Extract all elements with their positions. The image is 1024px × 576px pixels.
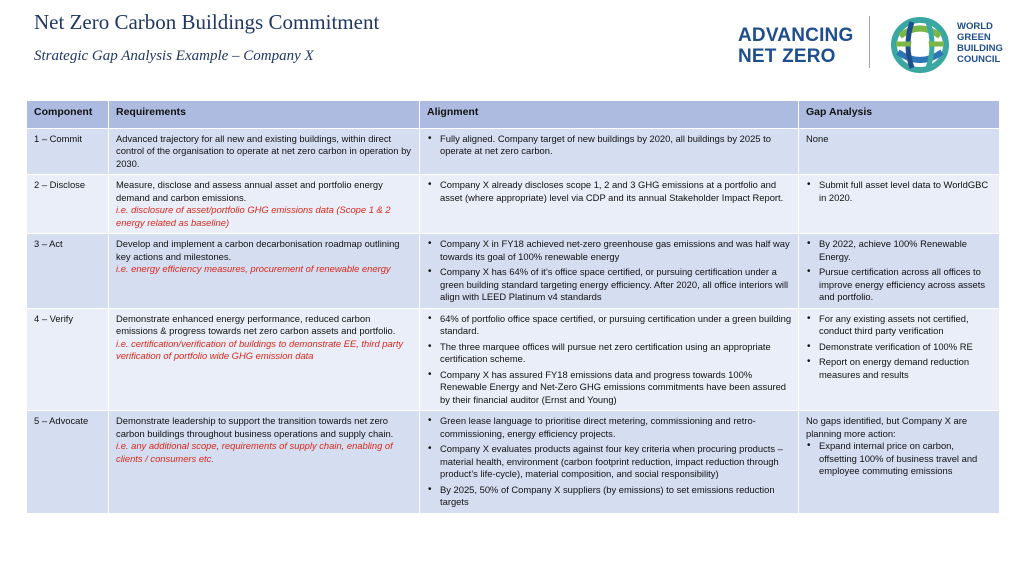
- logo-divider: [869, 16, 870, 68]
- gap-item: • By 2022, achieve 100% Renewable Energy.: [806, 238, 993, 263]
- requirement-text: Demonstrate enhanced energy performance, reduced carbon emissions & progress towards net zero carbon assets and portfolio.: [116, 312, 396, 336]
- gap-cell: [799, 308, 1000, 411]
- alignment-list: [427, 238, 792, 304]
- alignment-item: • Company X evaluates products against four key criteria when procuring products – material health, environment (carbon footprint reduction, impact reduction through product’s life-cycle), material composition, and social responsibility): [427, 443, 792, 481]
- brand-line-1: ADVANCING: [738, 25, 854, 46]
- advancing-net-zero-logo: [738, 25, 853, 67]
- requirement-text: Advanced trajectory for all new and existing buildings, within direct control of the organisation to operate at net zero carbon in operation by 2030.: [116, 132, 411, 169]
- component-cell: 4 – Verify: [27, 308, 109, 411]
- requirement-text: Demonstrate leadership to support the transition towards net zero carbon buildings throughout business operations and supply chain.: [116, 415, 394, 439]
- gap-item: • Expand internal price on carbon, offsetting 100% of business travel and employee commuting emissions: [806, 440, 993, 478]
- gap-item: • Submit full asset level data to WorldGBC in 2020.: [806, 179, 993, 204]
- requirement-cell: [109, 175, 420, 234]
- gap-list: [806, 238, 993, 304]
- table-row: [27, 128, 1000, 175]
- component-cell: 5 – Advocate: [27, 411, 109, 514]
- alignment-item: • Company X already discloses scope 1, 2 and 3 GHG emissions at a portfolio and asset (where appropriate) level via CDP and its annual Stakeholder Impact Report.: [427, 179, 792, 204]
- alignment-cell: [420, 128, 799, 175]
- alignment-cell: [420, 411, 799, 514]
- alignment-item: • Company X in FY18 achieved net-zero greenhouse gas emissions and was half way towards its goal of 100% renewable energy: [427, 238, 792, 263]
- gap-list: [806, 313, 993, 382]
- org-line-3: BUILDING: [957, 43, 1003, 54]
- gap-list: [806, 179, 993, 204]
- gap-item: • For any existing assets not certified, conduct third party verification: [806, 313, 993, 338]
- alignment-list: [427, 133, 792, 158]
- table-row: [27, 411, 1000, 514]
- alignment-item: • Green lease language to prioritise direct metering, commissioning and retro-commissioning, energy efficiency projects.: [427, 415, 792, 440]
- brand-line-2: NET ZERO: [738, 46, 836, 67]
- requirement-cell: [109, 234, 420, 309]
- page-subtitle: Strategic Gap Analysis Example – Company X: [34, 48, 314, 64]
- gap-intro: No gaps identified, but Company X are planning more action:: [806, 415, 968, 439]
- table-header-row: [27, 101, 1000, 129]
- header-gap-analysis: Gap Analysis: [799, 101, 1000, 129]
- gap-item: • Pursue certification across all offices to improve energy efficiency across assets and portfolio.: [806, 266, 993, 304]
- org-line-4: COUNCIL: [957, 54, 1001, 65]
- component-cell: 2 – Disclose: [27, 175, 109, 234]
- gap-cell: [799, 128, 1000, 175]
- alignment-list: [427, 313, 792, 407]
- globe-icon: [890, 16, 950, 74]
- alignment-item: • 64% of portfolio office space certified, or pursuing certification under a green building standard.: [427, 313, 792, 338]
- requirement-cell: [109, 308, 420, 411]
- gap-list: [806, 440, 993, 478]
- alignment-item: • Company X has assured FY18 emissions data and progress towards 100% Renewable Energy and Net-Zero GHG emissions commitments have been assured by their financial auditor (Ernst and Young): [427, 369, 792, 407]
- header-alignment: Alignment: [420, 101, 799, 129]
- gap-analysis-table: [26, 100, 1000, 514]
- header-component: Component: [27, 101, 109, 129]
- table-row: [27, 234, 1000, 309]
- requirement-example: i.e. any additional scope, requirements of supply chain, enabling of clients / consumers etc.: [116, 440, 393, 464]
- alignment-item: • Fully aligned. Company target of new buildings by 2020, all buildings by 2025 to operate at net zero carbon.: [427, 133, 792, 158]
- table-row: [27, 175, 1000, 234]
- alignment-cell: [420, 175, 799, 234]
- gap-item: • Demonstrate verification of 100% RE: [806, 341, 993, 354]
- component-cell: 1 – Commit: [27, 128, 109, 175]
- requirement-example: i.e. certification/verification of buildings to demonstrate EE, third party verification of portfolio wide GHG emission data: [116, 337, 404, 361]
- header-requirements: Requirements: [109, 101, 420, 129]
- requirement-example: i.e. energy efficiency measures, procurement of renewable energy: [116, 263, 391, 274]
- requirement-example: i.e. disclosure of asset/portfolio GHG emissions data (Scope 1 & 2 energy related as baseline): [116, 204, 391, 228]
- alignment-item: • By 2025, 50% of Company X suppliers (by emissions) to set emissions reduction targets: [427, 484, 792, 509]
- alignment-cell: [420, 234, 799, 309]
- alignment-list: [427, 415, 792, 509]
- page-title: Net Zero Carbon Buildings Commitment: [34, 10, 380, 34]
- alignment-item: • The three marquee offices will pursue net zero certification using an appropriate certification scheme.: [427, 341, 792, 366]
- alignment-cell: [420, 308, 799, 411]
- requirement-text: Measure, disclose and assess annual asset and portfolio energy demand and carbon emissions.: [116, 179, 383, 203]
- alignment-item: • Company X has 64% of it’s office space certified, or pursuing certification under a green building standard targeting energy efficiency. After 2020, all office interiors will align with LEED Platinum v4 standards: [427, 266, 792, 304]
- gap-cell: [799, 234, 1000, 309]
- alignment-list: [427, 179, 792, 204]
- gap-cell: [799, 175, 1000, 234]
- org-line-1: WORLD: [957, 21, 993, 32]
- component-cell: 3 – Act: [27, 234, 109, 309]
- requirement-cell: [109, 411, 420, 514]
- requirement-text: Develop and implement a carbon decarbonisation roadmap outlining key actions and milestones.: [116, 238, 400, 262]
- gap-cell: [799, 411, 1000, 514]
- table-row: [27, 308, 1000, 411]
- gap-intro: None: [806, 132, 829, 144]
- org-line-2: GREEN: [957, 32, 991, 43]
- requirement-cell: [109, 128, 420, 175]
- world-green-building-council-logo: [957, 21, 1003, 65]
- gap-item: • Report on energy demand reduction measures and results: [806, 356, 993, 381]
